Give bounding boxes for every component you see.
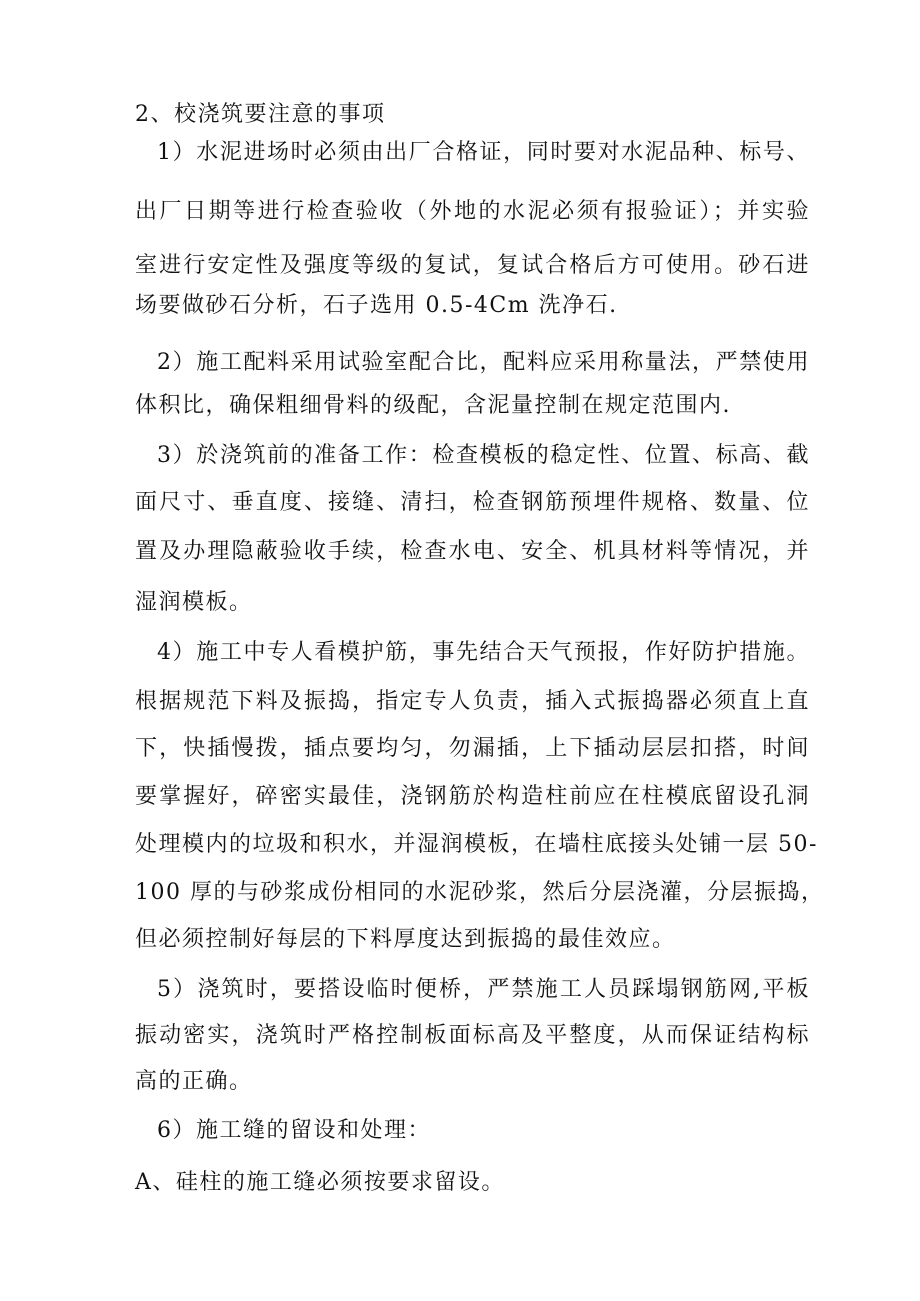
paragraph-4-line: 要掌握好，碎密实最佳，浇钢筋於构造柱前应在柱模底留设孔洞: [135, 784, 810, 809]
paragraph-1-line: 室进行安定性及强度等级的复试，复试合格后方可使用。砂石进: [135, 253, 810, 278]
paragraph-4-line: 下，快插慢拨，插点要均匀，勿漏插，上下插动层层扣搭，时间: [135, 736, 810, 761]
paragraph-4-line: 处理模内的垃圾和积水，并湿润模板，在墙柱底接头处铺一层 50-: [135, 832, 818, 857]
paragraph-4-line: 根据规范下料及振捣，指定专人负责，插入式振捣器必须直上直: [135, 689, 810, 714]
section-heading: 2、校浇筑要注意的事项: [135, 102, 386, 127]
paragraph-3-line: 面尺寸、垂直度、接缝、清扫，检查钢筋预埋件规格、数量、位: [135, 490, 810, 515]
paragraph-4-line: 但必须控制好每层的下料厚度达到振捣的最佳效应。: [135, 927, 676, 952]
paragraph-1-line: 场要做砂石分析，石子选用 0.5-4Cm 洗净石.: [135, 293, 618, 318]
paragraph-5-line: 5）浇筑时，要搭设临时便桥，严禁施工人员踩塌钢筋网,平板: [157, 977, 810, 1002]
paragraph-5-line: 高的正确。: [135, 1069, 253, 1094]
paragraph-4-line: 100 厚的与砂浆成份相同的水泥砂浆，然后分层浇灌，分层振捣，: [135, 880, 825, 905]
paragraph-4-line: 4）施工中专人看模护筋，事先结合天气预报，作好防护措施。: [157, 640, 810, 665]
paragraph-6-line: 6）施工缝的留设和处理：: [157, 1118, 431, 1143]
paragraph-1-line: 出厂日期等进行检查验收（外地的水泥必须有报验证）；并实验: [135, 199, 810, 224]
paragraph-3-line: 湿润模板。: [135, 590, 253, 615]
paragraph-2-line: 体积比，确保粗细骨料的级配，含泥量控制在规定范围内.: [135, 393, 731, 418]
item-a: A、硅柱的施工缝必须按要求留设。: [135, 1170, 505, 1195]
paragraph-5-line: 振动密实，浇筑时严格控制板面标高及平整度，从而保证结构标: [135, 1023, 810, 1048]
paragraph-1-line: 1）水泥进场时必须由出厂合格证，同时要对水泥品种、标号、: [157, 140, 810, 165]
paragraph-3-line: 置及办理隐蔽验收手续，检查水电、安全、机具材料等情况，并: [135, 539, 810, 564]
paragraph-2-line: 2）施工配料采用试验室配合比，配料应采用称量法，严禁使用: [157, 350, 810, 375]
paragraph-3-line: 3）於浇筑前的准备工作：检查模板的稳定性、位置、标高、截: [157, 443, 810, 468]
